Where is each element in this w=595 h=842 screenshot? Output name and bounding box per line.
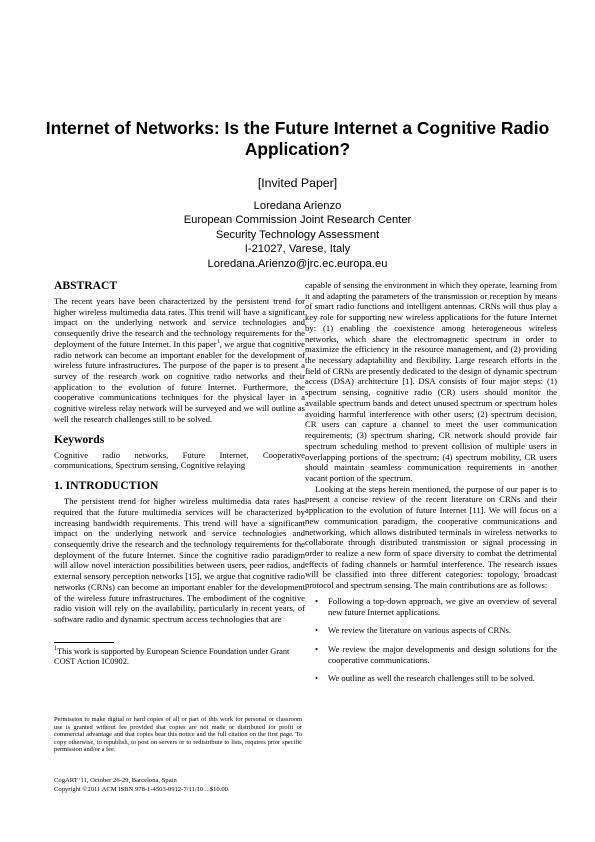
list-item: • We outline as well the research challenges still to be solved. xyxy=(315,673,535,684)
footnote-text: This work is supported by European Science Foundation under Grant COST Action IC0902. xyxy=(54,646,290,666)
paper-type-label: [Invited Paper] xyxy=(257,176,338,190)
author-affiliation: European Commission Joint Research Center xyxy=(183,214,412,227)
abstract-text-part1: The recent years have been characterized by the persistent trend for higher wireless multimedia data rates. This trend will have a significant impact on the underlying network and service technologies and consequently drive the research and the technology requirements for the deployment of the future Internet. In this paper xyxy=(54,296,305,349)
introduction-paragraph-start: The persistent trend for higher wireless multimedia data rates has required that the future multimedia services will be characterized by increasing bandwidth requirements. This trend will have a significant impact on the underlying network and service technologies and consequently drive the research and the technology requirements for the deployment of the future Internet. Since the cognitive radio paradigm will allow novel interaction possibilities between users, peer radios, and external sensory perception networks [15], we argue that cognitive radio networks (CRNs) can become an important enabler for the development of the wireless future infrastructures. The embodiment of the cognitive radio vision will rely on the availability, particularly in recent years, of software radio and dynamic spectrum access technologies that are xyxy=(54,496,305,624)
left-column xyxy=(54,280,305,625)
abstract-footnote-mark: 1 xyxy=(216,339,220,345)
footnote xyxy=(54,645,302,666)
author-unit: Security Technology Assessment xyxy=(215,228,380,241)
abstract-text xyxy=(54,296,305,425)
bullet-icon: • xyxy=(315,644,319,654)
author-email[interactable]: Loredana.Arienzo@jrc.ec.europa.eu xyxy=(207,257,388,270)
permission-notice: Permission to make digital or hard copies of all or part of this work for personal or classroom use is granted without fee provided that copies are not made or distributed for profit or commercial advantage and that copies bear this notice and the full citation on the first page. To copy otherwise, to republish, to post on servers or to redistribute to lists, requires prior specific permission and/or a fee. xyxy=(54,716,302,754)
bullet-icon: • xyxy=(315,625,319,636)
contributions-list xyxy=(305,596,557,684)
right-column xyxy=(305,280,557,692)
keywords-text: Cognitive radio networks, Future Internet, Cooperative communications, Spectrum sensing, Cognitive relaying xyxy=(54,449,305,471)
footnote-rule xyxy=(54,642,114,643)
author-address: I-21027, Varese, Italy xyxy=(244,243,351,256)
introduction-paragraph-continued: capable of sensing the environment in which they operate, learning from it and adapting the parameters of the transmission or reception by means of smart radio functions and intelligent antennas. CRNs will thus play a key role for supporting new wireless applications for the future Internet by: (1) enabling the coexistence among heterogeneous wireless networks, which share the electromagnetic spectrum in order to maximize the efficiency in the resource management, and (2) providing the necessary adaptability and flexibility. Large research efforts in the field of CRNs are presently dedicated to the design of dynamic spectrum access (DSA) architecture [1]. DSA consists of four major steps: (1) spectrum sensing, cognitive radio (CR) users should monitor the available spectrum bands and detect unused spectrum or spectrum holes avoiding harmful interference with other users; (2) spectrum decision, CR users can capture a channel to meet the user communication requirements; (3) spectrum sharing, CR network should provide fair spectrum scheduling method to prevent collision of multiple users in overlapping portions of the spectrum; (4) spectrum mobility, CR users should maintain seamless communication requirements in another vacant portion of the spectrum. xyxy=(305,280,557,483)
list-item: • We review the literature on various aspects of CRNs. xyxy=(315,625,512,636)
bullet-icon: • xyxy=(315,673,319,684)
bullet-icon: • xyxy=(315,595,319,606)
conference-venue: CogART '11, October 26-29, Barcelona, Spain xyxy=(54,777,177,784)
introduction-heading: 1. INTRODUCTION xyxy=(54,479,159,493)
author-name: Loredana Arienzo xyxy=(253,200,342,212)
keywords-heading: Keywords xyxy=(54,432,105,446)
conference-copyright: Copyright ©2011 ACM ISBN 978-1-4503-0912-7/11/10 ...$10.00. xyxy=(54,785,230,793)
paper-title: Internet of Networks: Is the Future Internet a Cognitive Radio Application? xyxy=(45,118,550,159)
footnote-mark: 1 xyxy=(54,646,57,652)
author-block xyxy=(40,199,555,271)
abstract-text-part2: , we argue that cognitive radio network can become an important enabler for the development of wireless future infrastructures. The purpose of the paper is to present a survey of the research work on cognitive radio networks and their application to the evolution of future Internet. Furthermore, the cooperative communications techniques for the physical layer in a cognitive wireless relay network will be surveyed and we will outline as well the research challenges still to be solved. xyxy=(54,338,305,424)
conference-info xyxy=(54,777,304,794)
list-item: • Following a top-down approach, we give an overview of several new future Internet applications. xyxy=(315,595,557,617)
introduction-paragraph-2: Looking at the steps herein mentioned, the purpose of our paper is to present a concise review of the recent literature on CRNs and their application to the evolution of future Internet [11]. We will focus on a new communication paradigm, the cooperative communications and networking, which allows distributed terminals in wireless networks to collaborate through distributed transmission or signal processing in order to realize a new form of space diversity to combat the detrimental effects of fading channels or harmful interference. The research issues will be classified into three different categories: topology, broadcast protocol and spectrum sensing. The main contributions are as follows: xyxy=(305,483,557,591)
list-item: • We review the major developments and design solutions for the cooperative communications. xyxy=(315,644,557,665)
abstract-heading: ABSTRACT xyxy=(54,279,118,292)
